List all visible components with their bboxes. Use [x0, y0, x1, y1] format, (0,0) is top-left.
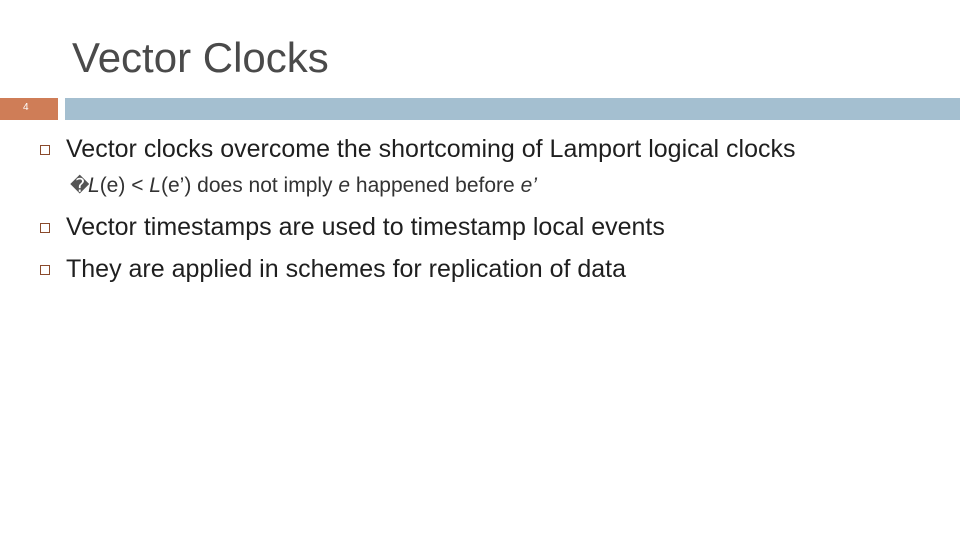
header-bar [65, 98, 960, 120]
bullet-square-icon [40, 223, 50, 233]
sub-bullet-seg-5: happened before [350, 174, 521, 197]
sub-bullet-seg-4: e [338, 174, 351, 197]
sub-bullet-text [88, 173, 537, 199]
sub-bullet-seg-3: (e’) does not imply [160, 174, 339, 197]
bullet-square-icon [40, 145, 50, 155]
slide-number: 4 [23, 102, 29, 113]
sub-bullet-seg-2: L [149, 174, 161, 197]
sub-bullet-seg-0: L [88, 174, 100, 197]
slide-number-badge [0, 98, 58, 120]
sub-bullet-marker-icon: � [70, 175, 90, 197]
slide-title: Vector Clocks [72, 34, 329, 81]
bullet-square-icon [40, 265, 50, 275]
bullet-text-3: They are applied in schemes for replication of data [66, 255, 627, 283]
sub-bullet-seg-1: (e) < [99, 174, 150, 197]
sub-bullet-seg-6: e’ [520, 174, 537, 197]
bullet-text-1: Vector clocks overcome the shortcoming of Lamport logical clocks [66, 135, 796, 163]
bullet-text-2: Vector timestamps are used to timestamp local events [66, 213, 665, 241]
